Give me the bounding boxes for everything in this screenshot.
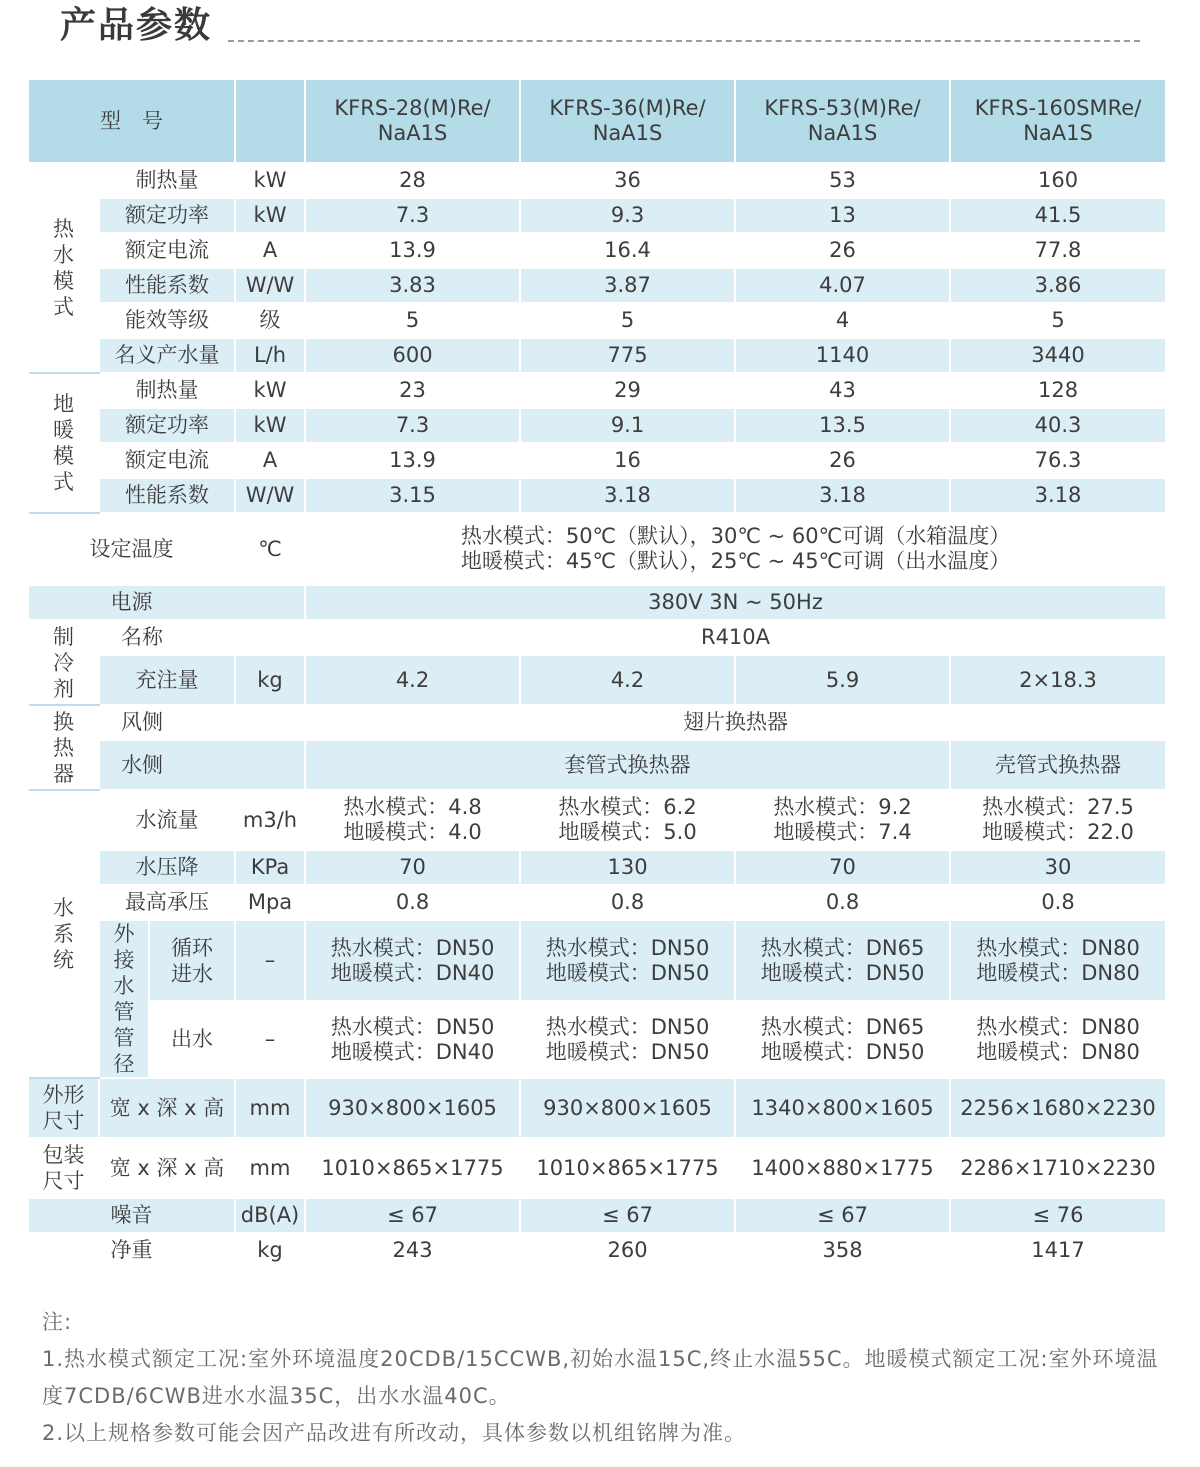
table-row: [29, 233, 1166, 268]
cell: 1417: [950, 1233, 1166, 1268]
cell-line: 地暖模式：DN50: [545, 960, 710, 985]
param-unit: mm: [235, 1078, 305, 1138]
model-2-line2: NaA1S: [592, 121, 663, 145]
cell-line: 热水模式：27.5: [982, 795, 1134, 819]
param-name: 名义产水量: [99, 338, 235, 373]
cell: 36: [520, 163, 735, 198]
cell: ≤ 76: [950, 1198, 1166, 1233]
param-unit: mm: [235, 1138, 305, 1198]
group-outer-size: [29, 1078, 99, 1138]
model-3: [735, 80, 950, 163]
param-unit: W/W: [235, 478, 305, 513]
cell: [520, 920, 735, 1001]
table-row: [29, 163, 1166, 198]
set-temp-value: [305, 513, 1166, 585]
group-refrigerant: [29, 620, 99, 705]
group-label: 外接水管管径: [113, 922, 135, 1076]
cell: 13.9: [305, 233, 520, 268]
param-unit: A: [235, 443, 305, 478]
exchanger-air-value: 翅片换热器: [305, 705, 1166, 740]
cell: 13: [735, 198, 950, 233]
cell: 1340×800×1605: [735, 1078, 950, 1138]
table-row: [29, 1001, 1166, 1078]
param-name: 宽 x 深 x 高: [99, 1138, 235, 1198]
cell: 930×800×1605: [305, 1078, 520, 1138]
table-row: [29, 655, 1166, 705]
group-label: 包装尺寸: [42, 1143, 85, 1193]
cell: [305, 1001, 520, 1078]
header-unit-blank: [235, 80, 305, 163]
group-label: 换热器: [53, 709, 74, 786]
group-label: 制冷剂: [53, 624, 74, 701]
param-name: [149, 920, 235, 1001]
group-heat-exchanger: [29, 705, 99, 790]
set-temp-line1: 热水模式：50℃（默认），30℃ ~ 60℃可调（水箱温度）: [460, 524, 1011, 548]
table-row: [29, 373, 1166, 408]
cell: 16: [520, 443, 735, 478]
param-name: 风侧: [99, 705, 305, 740]
cell-line: 地暖模式：DN50: [545, 1039, 710, 1064]
cell: 3.18: [520, 478, 735, 513]
cell-line: 地暖模式：7.4: [773, 820, 912, 844]
param-unit: A: [235, 233, 305, 268]
cell: 160: [950, 163, 1166, 198]
cell-line: 地暖模式：DN80: [976, 1039, 1140, 1064]
cell-line: 地暖模式：DN80: [976, 960, 1140, 985]
cell: [520, 790, 735, 850]
cell-line: 地暖模式：4.0: [343, 820, 482, 844]
model-4: [950, 80, 1166, 163]
table-row: [29, 790, 1166, 850]
cell: 76.3: [950, 443, 1166, 478]
cell: 3440: [950, 338, 1166, 373]
cell: 775: [520, 338, 735, 373]
cell: 5: [520, 303, 735, 338]
cell: 5: [950, 303, 1166, 338]
cell: 5: [305, 303, 520, 338]
cell: 0.8: [520, 885, 735, 920]
param-name: 额定电流: [99, 443, 235, 478]
cell: 1140: [735, 338, 950, 373]
cell: 7.3: [305, 408, 520, 443]
cell: 26: [735, 443, 950, 478]
exchanger-water-value-b: 壳管式换热器: [950, 740, 1166, 790]
cell: 7.3: [305, 198, 520, 233]
title-divider: [228, 40, 1140, 42]
cell: 43: [735, 373, 950, 408]
table-row: [29, 1078, 1166, 1138]
cell: 30: [950, 850, 1166, 885]
model-2-line1: KFRS-36(M)Re/: [549, 96, 706, 120]
param-name: 电源: [29, 585, 305, 620]
cell: 2×18.3: [950, 655, 1166, 705]
cell: 243: [305, 1233, 520, 1268]
model-1-line2: NaA1S: [377, 121, 448, 145]
cell: 4.2: [520, 655, 735, 705]
cell: 41.5: [950, 198, 1166, 233]
refrigerant-value: R410A: [305, 620, 1166, 655]
cell: 260: [520, 1233, 735, 1268]
table-row: [29, 1138, 1166, 1198]
cell-line: 地暖模式：22.0: [982, 820, 1134, 844]
cell: [950, 1001, 1166, 1078]
cell: 26: [735, 233, 950, 268]
table-row: [29, 513, 1166, 585]
cell: [305, 920, 520, 1001]
cell-line: 热水模式：DN80: [976, 935, 1140, 960]
cell: 3.83: [305, 268, 520, 303]
cell: 0.8: [950, 885, 1166, 920]
param-name: 制热量: [99, 163, 235, 198]
cell: 128: [950, 373, 1166, 408]
power-value: 380V 3N ~ 50Hz: [305, 585, 1166, 620]
cell: 13.5: [735, 408, 950, 443]
exchanger-water-value-a: 套管式换热器: [305, 740, 950, 790]
cell: 358: [735, 1233, 950, 1268]
param-unit: –: [235, 920, 305, 1001]
param-name: 净重: [29, 1233, 235, 1268]
cell: 4: [735, 303, 950, 338]
cell: 70: [735, 850, 950, 885]
table-row: [29, 338, 1166, 373]
cell: [305, 790, 520, 850]
cell: ≤ 67: [305, 1198, 520, 1233]
cell: [950, 920, 1166, 1001]
cell: 3.87: [520, 268, 735, 303]
param-name: 能效等级: [99, 303, 235, 338]
param-unit: kW: [235, 163, 305, 198]
cell: 5.9: [735, 655, 950, 705]
cell: [950, 790, 1166, 850]
param-unit: 级: [235, 303, 305, 338]
param-name: 最高承压: [99, 885, 235, 920]
set-temp-line2: 地暖模式：45℃（默认），25℃ ~ 45℃可调（出水温度）: [460, 549, 1011, 573]
param-name: 水侧: [99, 740, 305, 790]
cell: ≤ 67: [735, 1198, 950, 1233]
param-unit: W/W: [235, 268, 305, 303]
param-name: 制热量: [99, 373, 235, 408]
cell: [735, 920, 950, 1001]
group-water-system: [29, 790, 99, 1078]
cell: 2256×1680×2230: [950, 1078, 1166, 1138]
param-name: 出水: [149, 1001, 235, 1078]
param-unit: –: [235, 1001, 305, 1078]
cell-line: 热水模式：9.2: [773, 795, 912, 819]
param-name: 水流量: [99, 790, 235, 850]
page-title: 产品参数: [60, 5, 213, 46]
param-unit: kg: [235, 655, 305, 705]
cell-line: 热水模式：DN65: [760, 1014, 925, 1039]
cell: 29: [520, 373, 735, 408]
model-4-line2: NaA1S: [1023, 121, 1093, 145]
cell: 9.1: [520, 408, 735, 443]
cell: 130: [520, 850, 735, 885]
param-unit: Mpa: [235, 885, 305, 920]
table-row: [29, 408, 1166, 443]
table-row: [29, 268, 1166, 303]
param-name: 充注量: [99, 655, 235, 705]
table-row: [29, 850, 1166, 885]
cell: 3.18: [735, 478, 950, 513]
param-unit: ℃: [235, 513, 305, 585]
group-label: 水系统: [53, 896, 74, 972]
group-pack-size: [29, 1138, 99, 1198]
cell: 13.9: [305, 443, 520, 478]
param-name: 额定功率: [99, 198, 235, 233]
cell: [735, 790, 950, 850]
cell-line: 热水模式：DN80: [976, 1014, 1140, 1039]
table-row: [29, 920, 1166, 1001]
cell-line: 热水模式：DN50: [330, 935, 495, 960]
cell: 3.18: [950, 478, 1166, 513]
param-name: 名称: [99, 620, 305, 655]
param-name: 宽 x 深 x 高: [99, 1078, 235, 1138]
cell: 16.4: [520, 233, 735, 268]
param-unit: kW: [235, 198, 305, 233]
table-row: [29, 1233, 1166, 1268]
spec-table: [29, 80, 1167, 1269]
cell-line: 热水模式：DN65: [760, 935, 925, 960]
inlet-label: 循环进水: [171, 935, 213, 986]
cell-line: 热水模式：DN50: [330, 1014, 495, 1039]
param-name: 性能系数: [99, 478, 235, 513]
group-label: 热水模式: [53, 217, 74, 319]
table-row: [29, 303, 1166, 338]
cell-line: 地暖模式：DN50: [760, 960, 925, 985]
table-row: [29, 1198, 1166, 1233]
model-1-line1: KFRS-28(M)Re/: [334, 96, 491, 120]
cell-line: 地暖模式：DN40: [330, 1039, 495, 1064]
notes-label: 注:: [42, 1310, 73, 1334]
param-unit: kW: [235, 373, 305, 408]
param-name: 性能系数: [99, 268, 235, 303]
group-pipe-size: [99, 920, 149, 1078]
param-name: 噪音: [29, 1198, 235, 1233]
model-label: 型 号: [29, 80, 235, 163]
cell: 930×800×1605: [520, 1078, 735, 1138]
cell-line: 热水模式：DN50: [545, 1014, 710, 1039]
param-name: 额定功率: [99, 408, 235, 443]
cell: 40.3: [950, 408, 1166, 443]
cell-line: 地暖模式：DN40: [330, 960, 495, 985]
cell-line: 地暖模式：DN50: [760, 1039, 925, 1064]
group-label: 地暖模式: [53, 392, 74, 494]
model-1: [305, 80, 520, 163]
cell: 23: [305, 373, 520, 408]
table-row: [29, 620, 1166, 655]
note-1: 1.热水模式额定工况:室外环境温度20CDB/15CCWB,初始水温15C,终止水温55C。地暖模式额定工况:室外环境温度7CDB/6CWB进水水温35C，出水水温40C。: [42, 1347, 1159, 1408]
param-unit: m3/h: [235, 790, 305, 850]
table-row: [29, 885, 1166, 920]
table-row: [29, 443, 1166, 478]
model-3-line1: KFRS-53(M)Re/: [764, 96, 921, 120]
header-row: [29, 80, 1166, 163]
title-row: [60, 4, 1140, 52]
param-name: 水压降: [99, 850, 235, 885]
cell: 1010×865×1775: [520, 1138, 735, 1198]
cell: 0.8: [735, 885, 950, 920]
cell: 4.2: [305, 655, 520, 705]
param-name: 设定温度: [29, 513, 235, 585]
cell: 3.86: [950, 268, 1166, 303]
note-2: 2.以上规格参数可能会因产品改进有所改动，具体参数以机组铭牌为准。: [42, 1421, 747, 1445]
model-2: [520, 80, 735, 163]
param-name: 额定电流: [99, 233, 235, 268]
table-row: [29, 740, 1166, 790]
cell-line: 热水模式：4.8: [343, 795, 482, 819]
table-row: [29, 478, 1166, 513]
model-4-line1: KFRS-160SMRe/: [974, 96, 1142, 120]
cell-line: 热水模式：6.2: [558, 795, 697, 819]
group-label: 外形尺寸: [42, 1083, 85, 1133]
param-unit: kg: [235, 1233, 305, 1268]
cell: [735, 1001, 950, 1078]
cell: [520, 1001, 735, 1078]
cell: 70: [305, 850, 520, 885]
param-unit: KPa: [235, 850, 305, 885]
param-unit: dB(A): [235, 1198, 305, 1233]
cell: 77.8: [950, 233, 1166, 268]
cell: 0.8: [305, 885, 520, 920]
param-unit: kW: [235, 408, 305, 443]
table-row: [29, 198, 1166, 233]
cell: 53: [735, 163, 950, 198]
param-unit: L/h: [235, 338, 305, 373]
cell-line: 热水模式：DN50: [545, 935, 710, 960]
cell: 3.15: [305, 478, 520, 513]
cell: 1010×865×1775: [305, 1138, 520, 1198]
table-row: [29, 705, 1166, 740]
cell: 1400×880×1775: [735, 1138, 950, 1198]
group-hot-water: [29, 163, 99, 373]
model-3-line2: NaA1S: [807, 121, 878, 145]
cell: 9.3: [520, 198, 735, 233]
table-row: [29, 585, 1166, 620]
notes: [42, 1304, 1172, 1452]
cell-line: 地暖模式：5.0: [558, 820, 697, 844]
group-floor-heating: [29, 373, 99, 513]
cell: 28: [305, 163, 520, 198]
cell: 4.07: [735, 268, 950, 303]
cell: 600: [305, 338, 520, 373]
cell: ≤ 67: [520, 1198, 735, 1233]
cell: 2286×1710×2230: [950, 1138, 1166, 1198]
